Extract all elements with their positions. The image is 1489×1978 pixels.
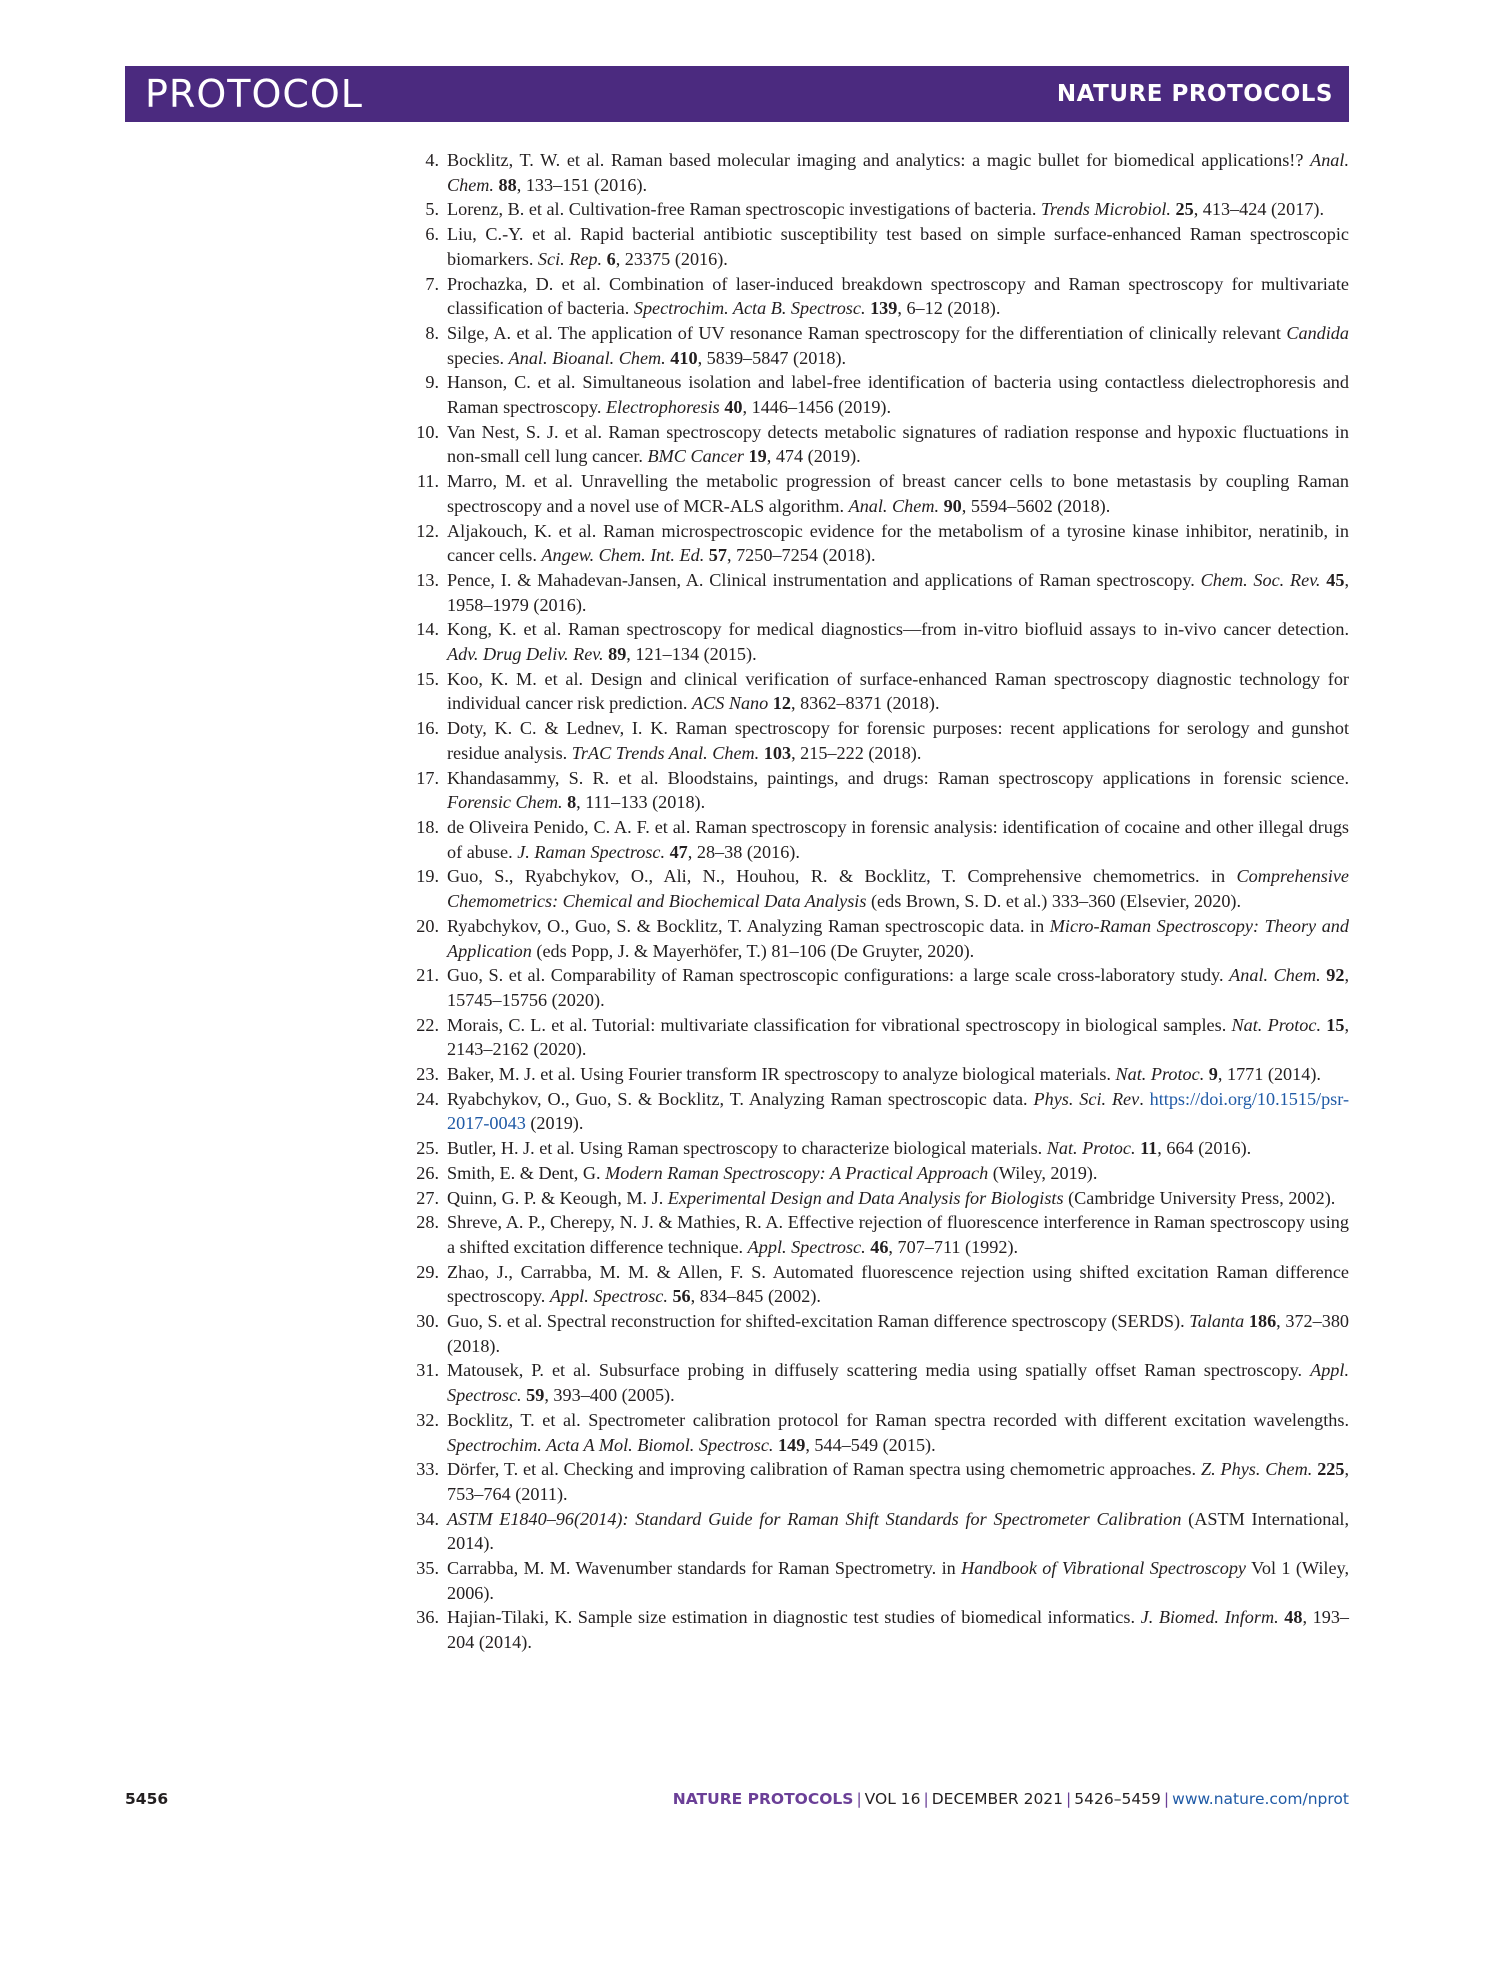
reference-volume: 103 — [763, 742, 792, 763]
reference-journal-text: Micro-Raman Spectroscopy: Theory and Application — [447, 915, 1349, 961]
reference-text: (eds Popp, J. & Mayerhöfer, T.) 81–106 (De Gruyter, 2020). — [531, 940, 975, 961]
reference-journal-text: Experimental Design and Data Analysis for Biologists — [667, 1187, 1064, 1208]
reference-item — [409, 1457, 1349, 1506]
reference-text: Matousek, P. et al. Subsurface probing in diffusely scattering media using spatially offset Raman spectroscopy. — [447, 1360, 1311, 1381]
reference-text: Bocklitz, T. W. et al. Raman based molecular imaging and analytics: a magic bullet for biomedical applications!? — [447, 150, 1311, 170]
reference-number: 14. — [416, 619, 439, 640]
reference-journal-text: Spectrochim. Acta A Mol. Biomol. Spectrosc. — [447, 1434, 774, 1455]
reference-volume: 89 — [608, 644, 627, 665]
reference-volume: 11 — [1140, 1138, 1158, 1159]
reference-journal-text: Nat. Protoc. — [1115, 1064, 1205, 1085]
reference-volume: 40 — [724, 397, 743, 418]
reference-journal-text: Modern Raman Spectroscopy: A Practical Approach — [605, 1162, 989, 1183]
reference-journal-text: Chem. Soc. Rev. — [1200, 569, 1321, 590]
reference-volume: 225 — [1317, 1459, 1345, 1480]
reference-number: 19. — [416, 866, 439, 887]
reference-number: 4. — [425, 150, 439, 170]
reference-text: , 1958–1979 (2016). — [447, 569, 1349, 615]
reference-item — [409, 321, 1349, 370]
reference-text: Dörfer, T. et al. Checking and improving calibration of Raman spectra using chemometric approaches. — [447, 1459, 1201, 1480]
reference-number: 16. — [416, 718, 439, 739]
reference-item — [409, 519, 1349, 568]
reference-journal-text: Nat. Protoc. — [1231, 1014, 1321, 1035]
reference-text: (Cambridge University Press, 2002). — [1063, 1187, 1336, 1208]
reference-number: 23. — [416, 1064, 439, 1085]
reference-text: Van Nest, S. J. et al. Raman spectroscopy detects metabolic signatures of radiation response and hypoxic fluctuations in non-small cell lung cancer. — [447, 421, 1349, 467]
reference-text: Hanson, C. et al. Simultaneous isolation and label-free identification of bacteria using contactless dielectrophoresis and Raman spectroscopy. — [447, 372, 1349, 418]
reference-text: , 7250–7254 (2018). — [726, 545, 876, 566]
reference-volume: 19 — [748, 446, 767, 467]
reference-volume: 46 — [870, 1236, 889, 1257]
reference-text: Morais, C. L. et al. Tutorial: multivariate classification for vibrational spectroscopy in biological samples. — [447, 1014, 1232, 1035]
reference-number: 9. — [425, 372, 439, 393]
reference-item — [409, 1408, 1349, 1457]
reference-number: 21. — [416, 965, 439, 986]
reference-item — [409, 1556, 1349, 1605]
reference-item — [409, 370, 1349, 419]
reference-text: Silge, A. et al. The application of UV resonance Raman spectroscopy for the differentiation of clinically relevant — [447, 322, 1287, 343]
reference-text: Guo, S. et al. Spectral reconstruction for shifted-excitation Raman difference spectroscopy (SERDS). — [447, 1311, 1190, 1332]
reference-text: , 5839–5847 (2018). — [697, 347, 847, 368]
reference-text: (2019). — [525, 1113, 584, 1134]
reference-volume: 12 — [772, 693, 791, 714]
reference-journal-text: Phys. Sci. Rev — [1033, 1088, 1140, 1109]
reference-volume: 410 — [670, 347, 698, 368]
reference-text: Koo, K. M. et al. Design and clinical verification of surface-enhanced Raman spectroscopy diagnostic technology for individual cancer risk prediction. — [447, 668, 1349, 714]
reference-text: Marro, M. et al. Unravelling the metabolic progression of breast cancer cells to bone metastasis by coupling Raman spectroscopy and a novel use of MCR-ALS algorithm. — [447, 471, 1349, 516]
reference-text: Smith, E. & Dent, G. — [447, 1162, 606, 1183]
reference-text: , 393–400 (2005). — [544, 1385, 675, 1406]
reference-number: 33. — [416, 1459, 439, 1480]
reference-volume: 9 — [1208, 1064, 1218, 1085]
reference-text: Bocklitz, T. et al. Spectrometer calibration protocol for Raman spectra recorded with different excitation wavelengths. — [447, 1409, 1349, 1430]
reference-journal-text: Comprehensive Chemometrics: Chemical and Biochemical Data Analysis — [447, 866, 1349, 912]
journal-title: NATURE PROTOCOLS — [1056, 81, 1333, 107]
reference-volume: 6 — [606, 248, 616, 269]
reference-number: 18. — [416, 816, 439, 837]
reference-item — [409, 1087, 1349, 1136]
reference-item — [409, 420, 1349, 469]
reference-text: , 544–549 (2015). — [805, 1434, 936, 1455]
reference-text: de Oliveira Penido, C. A. F. et al. Raman spectroscopy in forensic analysis: identification of cocaine and other illegal drugs of abuse. — [447, 816, 1349, 862]
reference-number: 12. — [416, 520, 439, 541]
footer-separator: | — [1066, 1790, 1072, 1808]
reference-text: , 111–133 (2018). — [576, 792, 706, 813]
reference-volume: 90 — [943, 495, 962, 516]
reference-volume: 15 — [1326, 1014, 1345, 1035]
reference-number: 10. — [416, 421, 439, 442]
reference-text: Aljakouch, K. et al. Raman microspectroscopic evidence for the metabolism of a tyrosine kinase inhibitor, neratinib, in cancer cells. — [447, 520, 1349, 566]
reference-journal-text: Anal. Bioanal. Chem. — [508, 347, 666, 368]
reference-text: Shreve, A. P., Cherepy, N. J. & Mathies, R. A. Effective rejection of fluorescence interference in Raman spectroscopy using a shifted excitation difference technique. — [447, 1212, 1349, 1257]
reference-number: 28. — [416, 1212, 439, 1233]
reference-number: 17. — [416, 767, 439, 788]
reference-text: Vol 1 (Wiley, 2006). — [447, 1558, 1349, 1603]
reference-text: , 1446–1456 (2019). — [742, 397, 892, 418]
reference-number: 11. — [416, 471, 439, 492]
reference-number: 8. — [425, 322, 439, 343]
reference-text: Kong, K. et al. Raman spectroscopy for medical diagnostics—from in-vitro biofluid assays to in-vivo cancer detection. — [447, 619, 1349, 640]
reference-item — [409, 1161, 1349, 1186]
reference-list — [409, 148, 1349, 1655]
footer-journal: NATURE PROTOCOLS — [672, 1790, 854, 1808]
reference-number: 34. — [416, 1508, 439, 1529]
reference-volume: 25 — [1175, 199, 1194, 220]
reference-text: Ryabchykov, O., Guo, S. & Bocklitz, T. Analyzing Raman spectroscopic data. — [447, 1088, 1034, 1109]
reference-volume: 59 — [526, 1385, 545, 1406]
reference-item — [409, 197, 1349, 222]
reference-text: Doty, K. C. & Lednev, I. K. Raman spectroscopy for forensic purposes: recent applications for serology and gunshot residue analysis. — [447, 718, 1349, 763]
reference-journal-text: ACS Nano — [691, 693, 769, 714]
reference-text: Guo, S., Ryabchykov, O., Ali, N., Houhou, R. & Bocklitz, T. Comprehensive chemometrics. in — [447, 866, 1237, 887]
reference-text: Carrabba, M. M. Wavenumber standards for Raman Spectrometry. in — [447, 1558, 962, 1579]
reference-journal-text: Anal. Chem. — [447, 150, 1349, 195]
reference-text: , 6–12 (2018). — [897, 298, 1001, 319]
reference-item — [409, 1309, 1349, 1358]
reference-item — [409, 1136, 1349, 1161]
reference-item — [409, 1358, 1349, 1407]
reference-journal-text: Trends Microbiol. — [1040, 199, 1171, 220]
reference-item — [409, 469, 1349, 518]
footer-url[interactable]: www.nature.com/nprot — [1172, 1790, 1349, 1808]
reference-volume: 48 — [1284, 1607, 1303, 1628]
reference-number: 31. — [416, 1360, 439, 1381]
reference-text: Quinn, G. P. & Keough, M. J. — [447, 1187, 668, 1208]
reference-text: , 23375 (2016). — [615, 248, 728, 269]
reference-text: , 193–204 (2014). — [447, 1607, 1350, 1653]
reference-number: 27. — [416, 1187, 439, 1208]
reference-item — [409, 667, 1349, 716]
reference-journal-text: BMC Cancer — [647, 446, 744, 467]
reference-number: 32. — [416, 1409, 439, 1430]
reference-text: Butler, H. J. et al. Using Raman spectroscopy to characterize biological materials. — [447, 1138, 1047, 1159]
reference-text: , 372–380 (2018). — [447, 1311, 1350, 1356]
reference-journal-text: Adv. Drug Deliv. Rev. — [447, 644, 604, 665]
reference-number: 6. — [425, 224, 439, 245]
page-header — [125, 66, 1349, 122]
reference-text: Zhao, J., Carrabba, M. M. & Allen, F. S. Automated fluorescence rejection using shifted excitation Raman difference spectroscopy. — [447, 1261, 1349, 1307]
reference-journal-text: Anal. Chem. — [1229, 965, 1321, 986]
reference-text: , 413–424 (2017). — [1193, 199, 1325, 220]
reference-item — [409, 1507, 1349, 1556]
reference-text: , 664 (2016). — [1157, 1138, 1252, 1159]
reference-number: 20. — [416, 915, 439, 936]
reference-item — [409, 963, 1349, 1012]
reference-journal-text: Spectrochim. Acta B. Spectrosc. — [633, 298, 866, 319]
reference-volume: 56 — [672, 1286, 691, 1307]
doi-link[interactable]: https://doi.org/10.1515/psr-2017-0043 — [447, 1088, 1350, 1134]
reference-text: , 8362–8371 (2018). — [790, 693, 940, 714]
reference-journal-text: Sci. Rep. — [537, 248, 603, 269]
reference-item — [409, 766, 1349, 815]
footer-separator: | — [923, 1790, 929, 1808]
reference-text: , 133–151 (2016). — [516, 174, 648, 195]
reference-item — [409, 815, 1349, 864]
reference-number: 13. — [416, 569, 439, 590]
reference-text: Liu, C.-Y. et al. Rapid bacterial antibiotic susceptibility test based on simple surface-enhanced Raman spectroscopic biomarkers. — [447, 224, 1349, 269]
reference-journal-text: Appl. Spectrosc. — [447, 1360, 1349, 1406]
reference-volume: 88 — [498, 174, 517, 195]
reference-journal-text: Forensic Chem. — [447, 792, 563, 813]
reference-journal-text: Anal. Chem. — [848, 495, 940, 516]
page-number: 5456 — [125, 1790, 169, 1808]
reference-text: Guo, S. et al. Comparability of Raman spectroscopic configurations: a large scale cross-laboratory study. — [447, 965, 1230, 986]
reference-volume: 139 — [870, 298, 898, 319]
reference-journal-text: Appl. Spectrosc. — [747, 1236, 866, 1257]
reference-text: Baker, M. J. et al. Using Fourier transform IR spectroscopy to analyze biological materials. — [447, 1064, 1116, 1085]
reference-text: Lorenz, B. et al. Cultivation-free Raman spectroscopic investigations of bacteria. — [447, 199, 1041, 220]
reference-journal-text: Z. Phys. Chem. — [1200, 1459, 1313, 1480]
reference-journal-text: Talanta — [1189, 1311, 1245, 1332]
reference-item — [409, 1210, 1349, 1259]
reference-text: , 15745–15756 (2020). — [447, 965, 1349, 1010]
reference-text: (eds Brown, S. D. et al.) 333–360 (Elsevier, 2020). — [866, 891, 1242, 912]
reference-text: species. — [447, 347, 509, 368]
reference-journal-text: TrAC Trends Anal. Chem. — [571, 742, 760, 763]
reference-journal-text: J. Raman Spectrosc. — [517, 841, 666, 862]
reference-number: 15. — [416, 668, 439, 689]
section-label: PROTOCOL — [145, 72, 363, 116]
reference-number: 30. — [416, 1311, 439, 1332]
footer-volume: VOL 16 — [864, 1790, 921, 1808]
reference-item — [409, 272, 1349, 321]
reference-text: , 753–764 (2011). — [447, 1459, 1350, 1504]
reference-text: , 121–134 (2015). — [626, 644, 757, 665]
reference-item — [409, 222, 1349, 271]
reference-text: , 28–38 (2016). — [687, 841, 800, 862]
reference-item — [409, 864, 1349, 913]
reference-text: , 5594–5602 (2018). — [961, 495, 1111, 516]
reference-number: 26. — [416, 1162, 439, 1183]
reference-number: 36. — [416, 1607, 439, 1628]
reference-journal-text: Nat. Protoc. — [1046, 1138, 1136, 1159]
reference-number: 7. — [425, 273, 439, 294]
reference-item — [409, 914, 1349, 963]
reference-volume: 8 — [567, 792, 577, 813]
reference-number: 25. — [416, 1138, 439, 1159]
reference-item — [409, 568, 1349, 617]
reference-number: 29. — [416, 1261, 439, 1282]
reference-volume: 149 — [778, 1434, 806, 1455]
reference-volume: 45 — [1326, 569, 1345, 590]
reference-item — [409, 1186, 1349, 1211]
reference-journal-text: Candida — [1286, 322, 1349, 343]
reference-text: Pence, I. & Mahadevan-Jansen, A. Clinical instrumentation and applications of Raman spectroscopy. — [447, 569, 1201, 590]
reference-number: 35. — [416, 1558, 439, 1579]
reference-text: (Wiley, 2019). — [988, 1162, 1098, 1183]
footer-pages: 5426–5459 — [1074, 1790, 1161, 1808]
reference-journal-text: Angew. Chem. Int. Ed. — [541, 545, 705, 566]
reference-text: (ASTM International, 2014). — [447, 1508, 1349, 1554]
reference-text: Ryabchykov, O., Guo, S. & Bocklitz, T. Analyzing Raman spectroscopic data. in — [447, 915, 1050, 936]
reference-item — [409, 1260, 1349, 1309]
reference-volume: 57 — [708, 545, 727, 566]
reference-item — [409, 148, 1349, 197]
reference-number: 22. — [416, 1014, 439, 1035]
footer-separator: | — [856, 1790, 862, 1808]
reference-text: Khandasammy, S. R. et al. Bloodstains, paintings, and drugs: Raman spectroscopy applications in forensic science. — [447, 767, 1349, 788]
reference-text: , 474 (2019). — [766, 446, 861, 467]
reference-text: , 707–711 (1992). — [888, 1236, 1019, 1257]
reference-item — [409, 1013, 1349, 1062]
reference-item — [409, 1605, 1349, 1654]
footer-date: DECEMBER 2021 — [931, 1790, 1064, 1808]
reference-text: Hajian-Tilaki, K. Sample size estimation in diagnostic test studies of biomedical informatics. — [447, 1607, 1141, 1628]
reference-journal-text: Electrophoresis — [605, 397, 720, 418]
reference-volume: 47 — [669, 841, 688, 862]
reference-number: 24. — [416, 1088, 439, 1109]
reference-item — [409, 617, 1349, 666]
reference-text: , 2143–2162 (2020). — [447, 1014, 1350, 1060]
reference-text: , 834–845 (2002). — [690, 1286, 821, 1307]
reference-item — [409, 716, 1349, 765]
reference-text: , 215–222 (2018). — [791, 742, 922, 763]
reference-text: Prochazka, D. et al. Combination of laser-induced breakdown spectroscopy and Raman spectroscopy for multivariate classification of bacteria. — [447, 273, 1349, 319]
reference-journal-text: J. Biomed. Inform. — [1140, 1607, 1279, 1628]
reference-text: . — [1139, 1088, 1150, 1109]
reference-volume: 92 — [1326, 965, 1345, 986]
footer-separator: | — [1163, 1790, 1170, 1808]
reference-journal-text: ASTM E1840–96(2014): Standard Guide for Raman Shift Standards for Spectrometer Calibration — [447, 1508, 1182, 1529]
reference-number: 5. — [425, 199, 439, 220]
reference-item — [409, 1062, 1349, 1087]
reference-journal-text: Handbook of Vibrational Spectroscopy — [961, 1558, 1247, 1579]
reference-text: , 1771 (2014). — [1217, 1064, 1321, 1085]
reference-volume: 186 — [1248, 1311, 1277, 1332]
reference-journal-text: Appl. Spectrosc. — [549, 1286, 668, 1307]
footer-citation — [673, 1790, 1349, 1808]
